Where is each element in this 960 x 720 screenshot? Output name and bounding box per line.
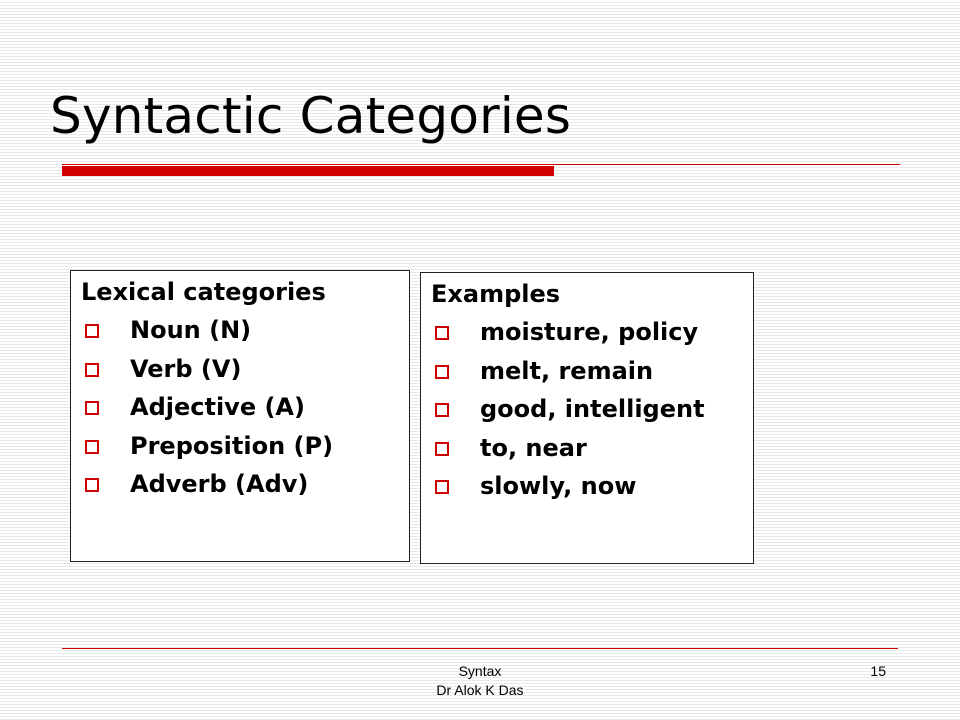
list-item	[431, 433, 743, 463]
hollow-square-bullet-icon	[85, 440, 99, 454]
footer-author: Dr Alok K Das	[436, 682, 524, 698]
list-item-label: moisture, policy	[480, 318, 699, 346]
list-item-label: Verb (V)	[130, 354, 242, 383]
examples-box	[420, 272, 754, 564]
page-number: 15	[870, 663, 886, 679]
hollow-square-bullet-icon	[85, 324, 99, 338]
hollow-square-bullet-icon	[435, 365, 449, 379]
list-item-label: Noun (N)	[130, 316, 252, 344]
lexical-categories-list	[81, 315, 399, 499]
list-item	[431, 356, 743, 386]
list-item	[431, 394, 743, 424]
list-item	[431, 317, 743, 347]
lexical-categories-box	[70, 270, 410, 562]
list-item-label: Adverb (Adv)	[130, 470, 309, 498]
list-item-label: melt, remain	[480, 356, 654, 385]
list-item-label: good, intelligent	[480, 395, 705, 423]
list-item	[81, 315, 399, 345]
hollow-square-bullet-icon	[85, 401, 99, 415]
footer-caption	[380, 662, 580, 700]
list-item-label: Preposition (P)	[130, 431, 334, 460]
list-item	[81, 469, 399, 499]
slide-title: Syntactic Categories	[50, 87, 572, 145]
lexical-categories-heading: Lexical categories	[81, 278, 326, 306]
hollow-square-bullet-icon	[85, 363, 99, 377]
examples-list	[431, 317, 743, 501]
title-divider-thin	[62, 164, 900, 165]
hollow-square-bullet-icon	[435, 480, 449, 494]
list-item	[81, 354, 399, 384]
list-item-label: slowly, now	[480, 472, 637, 500]
hollow-square-bullet-icon	[85, 478, 99, 492]
list-item	[81, 392, 399, 422]
hollow-square-bullet-icon	[435, 442, 449, 456]
hollow-square-bullet-icon	[435, 403, 449, 417]
list-item	[431, 471, 743, 501]
list-item-label: to, near	[480, 433, 587, 462]
title-divider-accent-bar	[62, 166, 554, 176]
footer-divider	[62, 648, 898, 649]
hollow-square-bullet-icon	[435, 326, 449, 340]
footer-course-title: Syntax	[458, 663, 502, 679]
list-item	[81, 431, 399, 461]
examples-heading: Examples	[431, 280, 561, 308]
list-item-label: Adjective (A)	[130, 393, 305, 421]
